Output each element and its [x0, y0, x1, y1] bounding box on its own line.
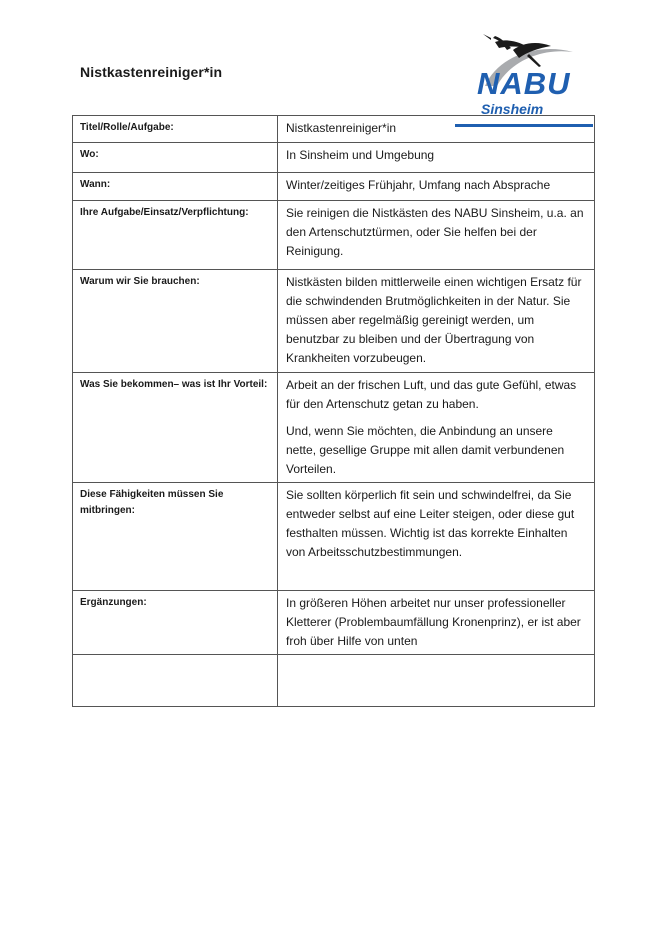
row-label: Titel/Rolle/Aufgabe:: [73, 116, 278, 143]
row-value: Nistkästen bilden mittlerweile einen wichtigen Ersatz für die schwindenden Brutmöglichkeiten in der Natur. Sie müssen aber regelmäßig gereinigt werden, um benutzbar zu bleiben und der Übertragung von Krankheiten vorzubeugen.: [278, 270, 595, 373]
table-row: [73, 116, 595, 143]
row-label: Was Sie bekommen– was ist Ihr Vorteil:: [73, 373, 278, 483]
table-row: [73, 270, 595, 373]
table-row: [73, 591, 595, 655]
table-row: [73, 201, 595, 270]
page-title: Nistkastenreiniger*in: [80, 64, 223, 80]
row-label: Wann:: [73, 173, 278, 201]
row-value: Arbeit an der frischen Luft, und das gute Gefühl, etwas für den Artenschutz getan zu haben. Und, wenn Sie möchten, die Anbindung an unsere nette, gesellige Gruppe mit allen damit verbundenen Vorteilen.: [278, 373, 595, 483]
row-value: Nistkastenreiniger*in: [278, 116, 595, 143]
row-label: [73, 655, 278, 707]
table-row: [73, 373, 595, 483]
table-row: [73, 655, 595, 707]
row-label: Ihre Aufgabe/Einsatz/Verpflichtung:: [73, 201, 278, 270]
logo-brand: NABU: [477, 66, 571, 101]
logo-sub: Sinsheim: [481, 101, 544, 117]
table-row: [73, 173, 595, 201]
row-value: Winter/zeitiges Frühjahr, Umfang nach Absprache: [278, 173, 595, 201]
row-value: In Sinsheim und Umgebung: [278, 143, 595, 173]
row-value: In größeren Höhen arbeitet nur unser professioneller Kletterer (Problembaumfällung Kronenprinz), er ist aber froh über Hilfe von unten: [278, 591, 595, 655]
row-label: Ergänzungen:: [73, 591, 278, 655]
row-label: Warum wir Sie brauchen:: [73, 270, 278, 373]
row-value: Sie sollten körperlich fit sein und schwindelfrei, da Sie entweder selbst auf eine Leiter steigen, oder diese gut festhalten müssen. Wichtig ist das korrekte Einhalten von Arbeitsschutzbestimmungen.: [278, 483, 595, 591]
row-value: [278, 655, 595, 707]
row-label: Wo:: [73, 143, 278, 173]
row-value: Sie reinigen die Nistkästen des NABU Sinsheim, u.a. an den Artenschutztürmen, oder Sie helfen bei der Reinigung.: [278, 201, 595, 270]
info-table: [72, 115, 595, 707]
table-row: [73, 483, 595, 591]
table-row: [73, 143, 595, 173]
row-label: Diese Fähigkeiten müssen Sie mitbringen:: [73, 483, 278, 591]
